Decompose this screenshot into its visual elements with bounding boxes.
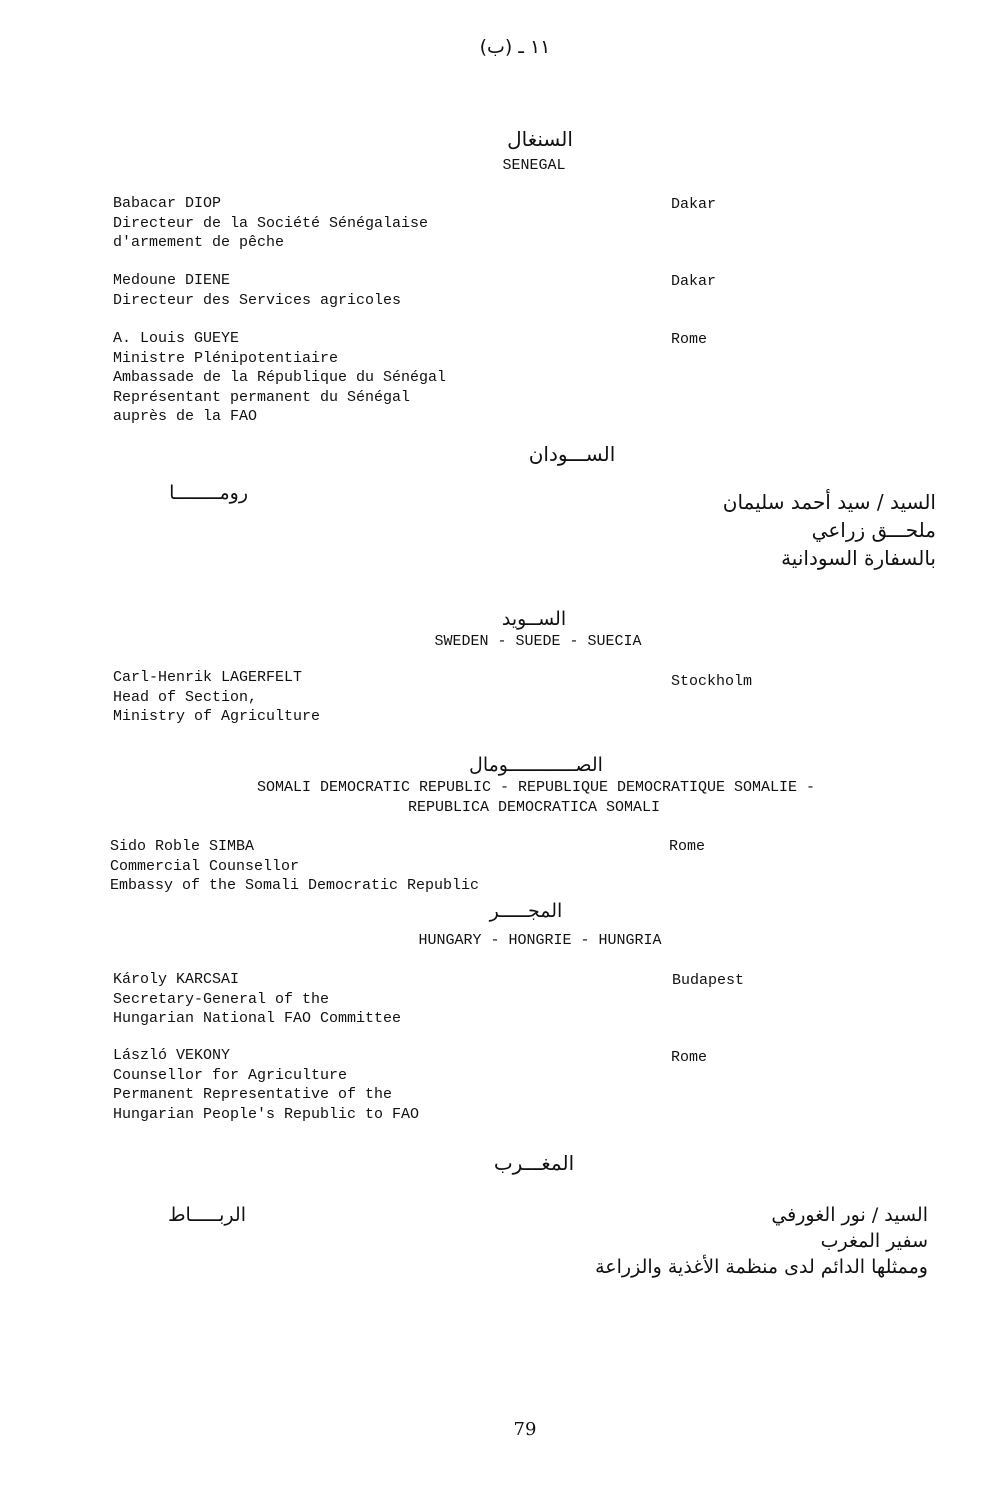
country-name-hungary: HUNGARY - HONGRIE - HUNGRIA — [418, 932, 662, 949]
country-arabic-sudan: الســـودان — [528, 442, 616, 466]
country-arabic-sweden: الســويد — [501, 608, 567, 630]
delegate-title: Ambassade de la République du Sénégal — [113, 369, 447, 386]
delegate-entry — [113, 970, 401, 1029]
delegate-name: Károly KARCSAI — [113, 971, 240, 988]
country-name-sweden: SWEDEN - SUEDE - SUECIA — [434, 633, 642, 650]
delegate-title-arabic: بالسفارة السودانية — [781, 546, 936, 570]
delegate-title: Secretary-General of the — [113, 990, 330, 1008]
delegate-title: Counsellor for Agriculture — [113, 1066, 348, 1084]
delegate-entry — [113, 1046, 419, 1124]
delegate-name: László VEKONY — [113, 1047, 231, 1064]
country-arabic-senegal: السنغال — [507, 127, 573, 151]
delegate-entry — [113, 271, 401, 310]
delegate-title-arabic: ملحـــق زراعي — [811, 518, 936, 542]
delegate-name: Babacar DIOP — [113, 195, 222, 212]
delegate-title-arabic: سفير المغرب — [820, 1230, 928, 1252]
delegate-title: Représentant permanent du Sénégal — [113, 388, 411, 406]
delegate-title: Permanent Representative of the — [113, 1086, 393, 1103]
delegate-city: Rome — [671, 1049, 708, 1066]
delegate-city: Rome — [669, 838, 706, 855]
delegate-title: Directeur des Services agricoles — [113, 291, 402, 309]
delegate-name: A. Louis GUEYE — [113, 330, 240, 347]
delegate-name: Sido Roble SIMBA — [110, 838, 255, 855]
delegate-name: Carl-Henrik LAGERFELT — [113, 669, 303, 686]
delegate-name: Medoune DIENE — [113, 272, 231, 289]
country-name-senegal: SENEGAL — [502, 157, 566, 174]
delegate-city: Stockholm — [671, 673, 753, 690]
delegate-entry — [113, 194, 428, 253]
delegate-title: Ministre Plénipotentiaire — [113, 349, 339, 367]
country-name-somalia-line1: SOMALI DEMOCRATIC REPUBLIC - REPUBLIQUE DEMOCRATIQUE SOMALIE - — [256, 779, 816, 796]
delegate-city: Rome — [671, 331, 708, 348]
delegate-city-arabic: رومــــــــا — [169, 482, 248, 504]
delegate-entry — [113, 329, 446, 427]
delegate-title: Head of Section, — [113, 688, 258, 706]
country-name-somalia-line2: REPUBLICA DEMOCRATICA SOMALI — [407, 799, 661, 816]
country-arabic-somalia: الصــــــــــــومال — [469, 754, 603, 776]
country-arabic-hungary: المجـــــر — [489, 900, 563, 922]
delegate-name-arabic: السيد / سيد أحمد سليمان — [722, 490, 936, 514]
delegate-title: Ministry of Agriculture — [113, 708, 321, 725]
delegate-title: Embassy of the Somali Democratic Republic — [110, 877, 480, 894]
delegate-city: Budapest — [672, 972, 745, 989]
delegate-title: auprès de la FAO — [113, 408, 258, 425]
delegate-title: Hungarian National FAO Committee — [113, 1010, 402, 1027]
delegate-entry-arabic — [616, 488, 936, 572]
country-arabic-morocco: المغـــرب — [493, 1151, 575, 1175]
delegate-entry — [113, 668, 320, 727]
page-number: 79 — [513, 1419, 537, 1440]
delegate-name-arabic: السيد / نور الغورفي — [771, 1204, 928, 1226]
delegate-city: Dakar — [671, 273, 717, 290]
delegate-city-arabic: الربـــــاط — [167, 1204, 246, 1226]
delegate-title: Commercial Counsellor — [110, 857, 300, 875]
delegate-title: Directeur de la Société Sénégalaise — [113, 214, 429, 232]
delegate-title-arabic: وممثلها الدائم لدى منظمة الأغذية والزراعة — [595, 1256, 928, 1278]
delegate-title: Hungarian People's Republic to FAO — [113, 1105, 420, 1123]
delegate-city: Dakar — [671, 196, 717, 213]
delegate-title: d'armement de pêche — [113, 234, 285, 251]
delegate-entry — [110, 837, 479, 896]
page-header: ١١ ـ (ب) — [479, 36, 551, 58]
delegate-entry-arabic — [508, 1202, 928, 1280]
